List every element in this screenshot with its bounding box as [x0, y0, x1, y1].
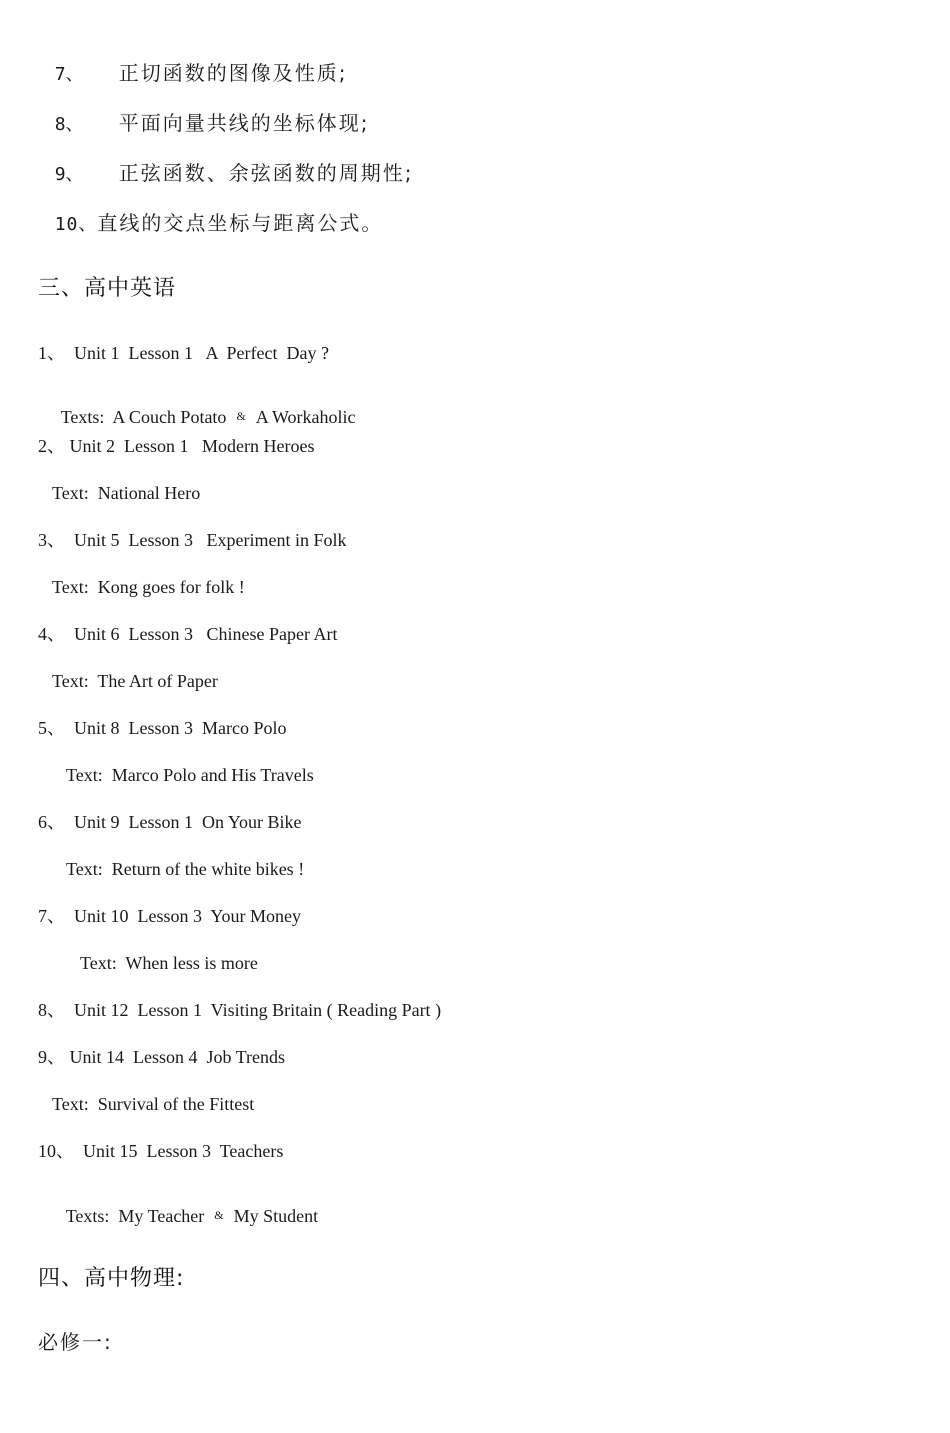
item-number: 8、 — [54, 114, 84, 135]
subsection-label: 必修一: — [38, 1330, 113, 1354]
item-number: 9、 — [54, 164, 84, 185]
text-part: Texts: My Teacher — [65, 1206, 205, 1226]
lesson-text: Text: Marco Polo and His Travels — [66, 765, 314, 785]
lesson-text: Text: Return of the white bikes ! — [66, 859, 305, 879]
item-number: 10、 — [54, 214, 98, 235]
lesson-title: 7、 Unit 10 Lesson 3 Your Money — [38, 906, 302, 926]
lesson-title: 10、 Unit 15 Lesson 3 Teachers — [38, 1141, 284, 1161]
lesson-text — [52, 390, 355, 426]
lesson-title: 1、 Unit 1 Lesson 1 A Perfect Day ? — [38, 343, 329, 363]
math-item — [38, 93, 369, 134]
lesson-text: Text: Survival of the Fittest — [52, 1094, 255, 1114]
math-item — [38, 143, 413, 184]
ampersand: & — [236, 409, 246, 423]
lesson-title: 5、 Unit 8 Lesson 3 Marco Polo — [38, 718, 287, 738]
lesson-title: 4、 Unit 6 Lesson 3 Chinese Paper Art — [38, 624, 338, 644]
text-part: Texts: A Couch Potato — [60, 407, 227, 427]
item-number: 7、 — [54, 64, 84, 85]
ampersand: & — [214, 1208, 224, 1222]
text-part: My Student — [233, 1206, 319, 1226]
lesson-title: 9、 Unit 14 Lesson 4 Job Trends — [38, 1047, 286, 1067]
lesson-title: 6、 Unit 9 Lesson 1 On Your Bike — [38, 812, 302, 832]
math-item — [38, 193, 383, 234]
lesson-text: Text: Kong goes for folk ! — [52, 577, 245, 597]
item-text: 正弦函数、余弦函数的周期性; — [118, 161, 414, 185]
lesson-text: Text: When less is more — [80, 953, 258, 973]
item-text: 平面向量共线的坐标体现; — [118, 111, 370, 135]
section-heading-english: 三、高中英语 — [38, 276, 177, 301]
lesson-title: 2、 Unit 2 Lesson 1 Modern Heroes — [38, 436, 315, 456]
lesson-title: 8、 Unit 12 Lesson 1 Visiting Britain ( Reading Part ) — [38, 1000, 442, 1020]
text-part: A Workaholic — [255, 407, 356, 427]
lesson-text: Text: National Hero — [52, 483, 201, 503]
math-item — [38, 43, 347, 84]
lesson-text: Text: The Art of Paper — [52, 671, 218, 691]
item-text: 正切函数的图像及性质; — [118, 61, 348, 85]
section-heading-physics: 四、高中物理: — [38, 1266, 185, 1291]
lesson-text — [57, 1189, 318, 1225]
lesson-title: 3、 Unit 5 Lesson 3 Experiment in Folk — [38, 530, 347, 550]
item-text: 直线的交点坐标与距离公式。 — [97, 211, 384, 235]
